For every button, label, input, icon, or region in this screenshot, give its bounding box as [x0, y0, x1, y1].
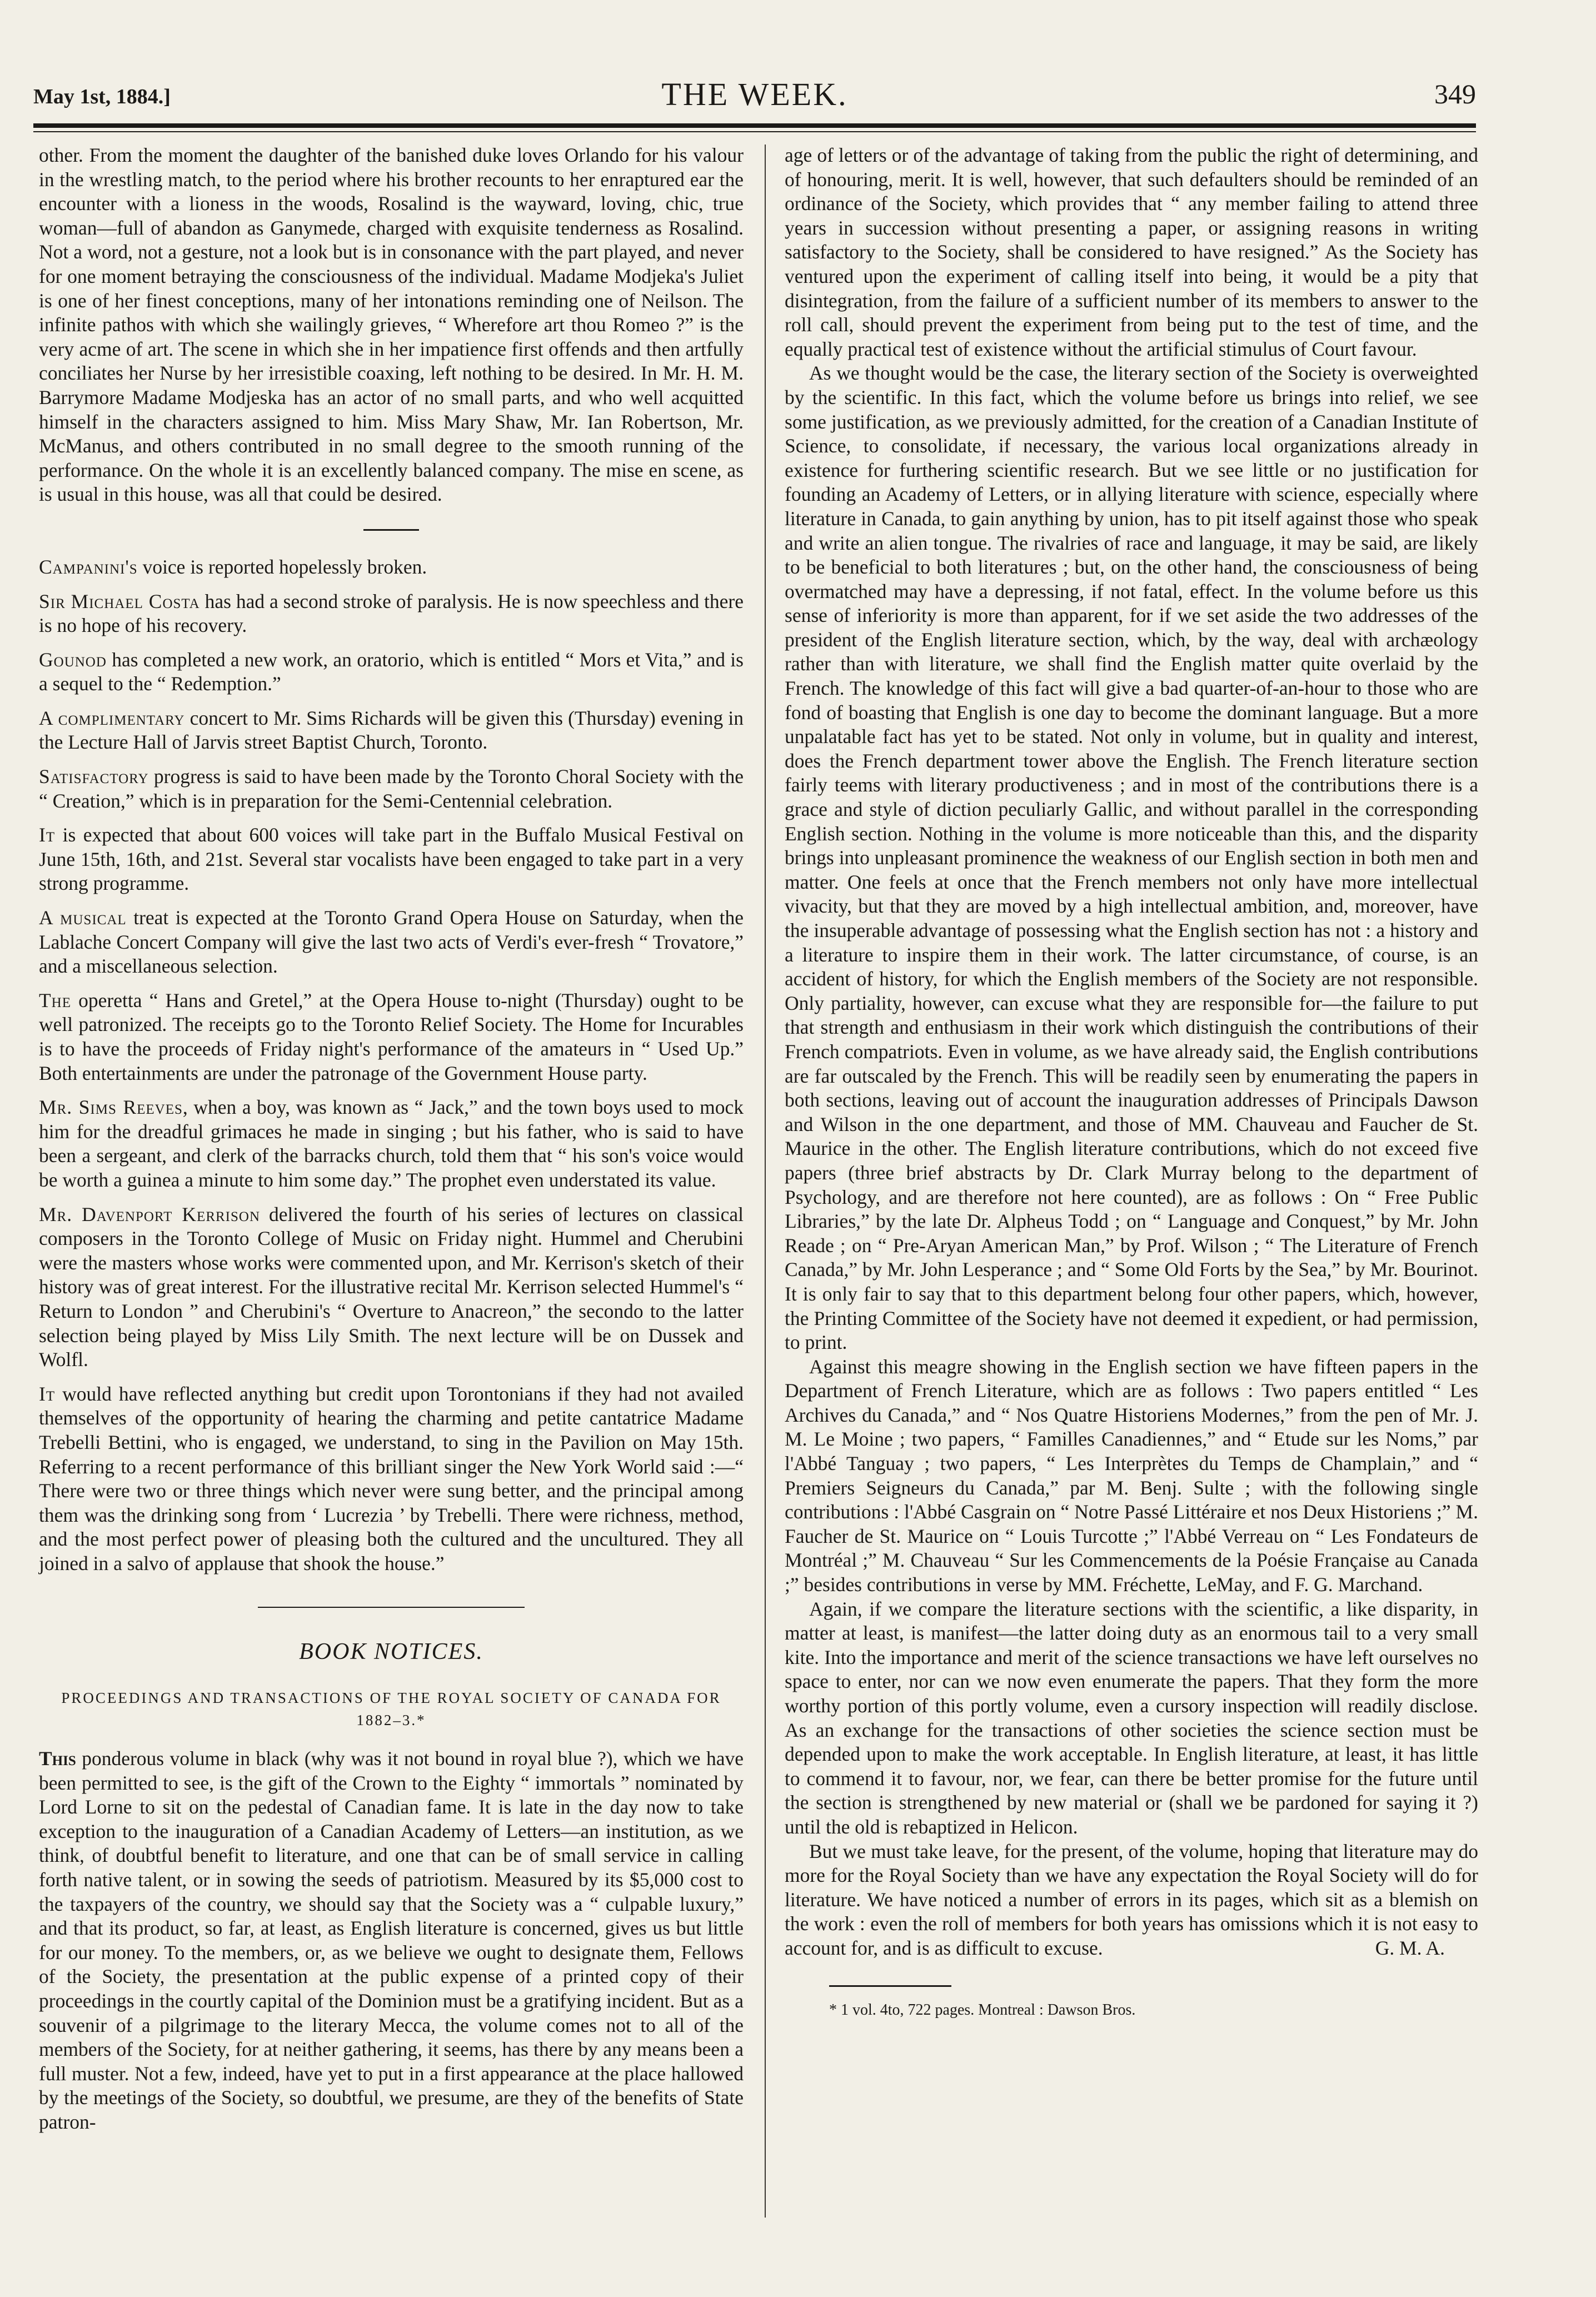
news-item-lead: A complimentary: [39, 706, 185, 729]
footnote: * 1 vol. 4to, 722 pages. Montreal : Dawson Bros.: [829, 2001, 1136, 2019]
news-item-text: has had a second stroke of paralysis. He is now speechless and there is no hope of his recovery.: [39, 590, 744, 637]
news-item: [39, 1203, 744, 1372]
author-signature: G. M. A.: [1375, 1936, 1445, 1959]
book-title: PROCEEDINGS AND TRANSACTIONS OF THE ROYAL SOCIETY OF CANADA FOR 1882–3.*: [61, 1690, 721, 1729]
news-item: [39, 590, 744, 638]
book-review-paragraph: Against this meagre showing in the English section we have fifteen papers in the Department of French Literature, which are as follows : Two papers entitled “ Les Archives du Canada,” and “ Nos Quatre Historiens Modernes,” from the pen of Mr. J. M. Le Moine ; two papers, “ Familles Canadiennes,” and “ Etude sur les Noms,” par l'Abbé Tanguay ; two papers, “ Les Interprètes du Temps de Champlain,” and “ Premiers Seigneurs du Canada,” par M. Benj. Sulte ; with the following single contributions : l'Abbé Casgrain on “ Notre Passé Littéraire et nos Deux Historiens ;” M. Faucher de St. Maurice on “ Louis Turcotte ;” l'Abbé Verreau on “ Les Fondateurs de Montréal ;” M. Chauveau “ Sur les Commencements de la Poésie Française au Canada ;” besides contributions in verse by MM. Fréchette, LeMay, and F. G. Marchand.: [785, 1355, 1478, 1596]
news-item: [39, 706, 744, 755]
lead-word: This: [39, 1747, 76, 1770]
section-separator: [258, 1607, 525, 1608]
book-review-paragraph: As we thought would be the case, the literary section of the Society is overweighted by the scientific. In this fact, which the volume before us brings into relief, we see some justification, as we previously admitted, for the creation of a Canadian Institute of Science, to consolidate, if necessary, the various local organizations already in existence for furthering scientific research. But we see little or no justification for founding an Academy of Letters, or in allying literature with science, especially where literature in Canada, to gain anything by union, has to pit itself against those who speak and write an alien tongue. The rivalries of race and language, it may be said, are likely to be beneficial to both literatures ; but, on the other hand, the consciousness of being overmatched may have a depressing, if not fatal, effect. In the volume before us this sense of inferiority is more than apparent, for if we set aside the two addresses of the president of the English literature section, which, by the way, deal with archæology rather than with literature, we shall find the English matter quite overlaid by the French. The knowledge of this fact will give a bad quarter-of-an-hour to those who are fond of boasting that English is one day to become the dominant language. But a more unpalatable fact has yet to be stated. Not only in volume, but in quality and interest, does the French department tower above the English. The French literature section fairly teems with literary productiveness ; and in most of the contributions there is a grace and style of diction peculiarly Gallic, and without parallel in the corresponding English section. Nothing in the volume is more noticeable than this, and the disparity brings into unpleasant prominence the weakness of our English section in both men and matter. One feels at once that the French members not only have more intellectual vivacity, but that they are moved by a high intellectual ambition, and, moreover, have the insuperable advantage of possessing what the English section has not : a history and a literature to inspire them in their work. The latter circumstance, of course, is an accident of history, for which the English members of the Society are not responsible. Only partiality, however, can excuse what they are responsible for—the failure to put that strength and enthusiasm in their work which distinguish the contributions of their French compatriots. Even in volume, as we have already said, the English contributions are far outscaled by the French. This will be readily seen by enumerating the papers in both sections, leaving out of account the inauguration addresses of Principals Dawson and Wilson in the one department, and those of MM. Chauveau and Faucher de St. Maurice in the other. The English literature contributions, which do not exceed five papers (three brief abstracts by Dr. Clark Murray belong to the department of Psychology, and are therefore not here counted), are as follows : On “ Free Public Libraries,” by the late Dr. Alpheus Todd ; on “ Language and Conquest,” by Mr. John Reade ; on “ Pre-Aryan American Man,” by Prof. Wilson ; “ The Literature of French Canada,” by Mr. John Lesperance ; and “ Some Old Forts by the Sea,” by Mr. Bourinot. It is only fair to say that to this department belong four other papers, which, however, the Printing Committee of the Society have not deemed it expedient, or had permission, to print.: [785, 362, 1478, 1354]
news-item: [39, 648, 744, 696]
news-item-text: concert to Mr. Sims Richards will be given this (Thursday) evening in the Lecture Hall of Jarvis street Baptist Church, Toronto.: [39, 706, 744, 754]
masthead-title: THE WEEK.: [661, 76, 848, 112]
news-item-lead: Satisfactory: [39, 765, 149, 788]
section-separator: [363, 529, 419, 531]
news-item-text: , when a boy, was known as “ Jack,” and the town boys used to mock him for the dreadful grimaces he made in singing ; but his father, who is said to have been a sergeant, and clerk of the barracks church, told them that “ his son's voice would be worth a guinea a minute to him some day.” The prophet even understated its value.: [39, 1096, 744, 1191]
book-review-paragraph: Again, if we compare the literature sections with the scientific, a like disparity, in matter at least, is manifest—the latter doing duty as an enormous tail to a very small kite. Into the importance and merit of the science transactions we have left ourselves no space to enter, nor can we now even enumerate the papers. That they form the more worthy portion of this portly volume, even a cursory inspection will readily disclose. As an exchange for the transactions of other societies the science section must be depended upon to make the work acceptable. In English literature, at least, it has little to commend it to favour, nor, we fear, can there be better promise for the future until the section is strengthened by new material or (shall we be pardoned for saying it ?) until the old is rebaptized in Helicon.: [785, 1597, 1478, 1838]
issue-date: May 1st, 1884.]: [33, 85, 171, 108]
paragraph-text: ponderous volume in black (why was it not bound in royal blue ?), which we have been permitted to see, is the gift of the Crown to the Eighty “ immortals ” nominated by Lord Lorne to sit on the pedestal of Canadian fame. It is late in the day now to take exception to the inauguration of a Canadian Academy of Letters—an institution, as we think, of doubtful benefit to literature, and one that can be of small service in calling forth native talent, or in sowing the seeds of patriotism. Measured by its $5,000 cost to the taxpayers of the country, we should say that the Society was a “ culpable luxury,” and that its product, so far, at least, as English literature is concerned, gives us but little for our money. To the members, or, as we believe we ought to designate them, Fellows of the Society, the presentation at the public expense of a printed copy of their proceedings in the courtly capital of the Dominion must be a gratifying incident. But as a souvenir of a pilgrimage to the literary Mecca, the volume comes not to all of the members of the Society, for at neither gathering, it seems, has there by any means been a full muster. Not a few, indeed, have yet to put in a first appearance at the place hallowed by the meetings of the Society, so doubtful, we presume, are they of the benefits of State patron-: [39, 1747, 744, 2133]
book-review-paragraph: [785, 1840, 1478, 1961]
header-rule-thin: [33, 131, 1476, 132]
paragraph-text: But we must take leave, for the present, of the volume, hoping that literature may do more for the Royal Society than we have any expectation the Royal Society will do for literature. We have noticed a number of errors in its pages, which sit as a blemish on the work : even the roll of members for both years has omissions which it is not easy to account for, and is as difficult to excuse.: [785, 1840, 1478, 1959]
news-item-text: has completed a new work, an oratorio, which is entitled “ Mors et Vita,” and is a sequel to the “ Redemption.”: [39, 648, 744, 695]
news-item: [39, 906, 744, 979]
running-header: [33, 74, 1476, 117]
news-item-lead: Mr. Davenport Kerrison: [39, 1203, 261, 1225]
news-item: [39, 1382, 744, 1576]
right-column: [785, 143, 1478, 2020]
news-item: [39, 765, 744, 813]
news-item-lead: Mr. Sims Reeves: [39, 1096, 183, 1119]
news-item-lead: It: [39, 1382, 56, 1405]
news-item: [39, 989, 744, 1085]
news-item: [39, 1095, 744, 1192]
left-column: [39, 143, 744, 2135]
news-item-lead: Campanini's: [39, 555, 138, 578]
book-review-paragraph: [39, 1747, 744, 2135]
music-notes-list: [39, 555, 744, 1576]
news-item: [39, 555, 744, 580]
footnote-rule: [829, 1985, 951, 1987]
theatre-review-text: other. From the moment the daughter of the banished duke loves Orlando for his valour in the wrestling match, to the period where his brother recounts to her enraptured ear the encounter with a lioness in the woods, Rosalind is the wayward, loving, chic, true woman—full of abandon as Ganymede, charged with exquisite tenderness as Rosalind. Not a word, not a gesture, not a look but is in consonance with the part played, and never for one moment betraying the consciousness of the individual. Madame Modjeka's Juliet is one of her finest conceptions, many of her intonations reminding one of Neilson. The infinite pathos with which she wailingly grieves, “ Wherefore art thou Romeo ?” is the very acme of art. The scene in which she in her impatience first offends and then artfully conciliates her Nurse by her irresistible coaxing, left nothing to be desired. In Mr. H. M. Barrymore Madame Modjeska has an actor of no small parts, and who well acquitted himself in the characters assigned to him. Miss Mary Shaw, Mr. Ian Robertson, Mr. McManus, and others contributed in no small degree to the smooth running of the performance. On the whole it is an excellently balanced company. The mise en scene, as is usual in this house, was all that could be desired.: [39, 144, 744, 506]
news-item-lead: Sir Michael Costa: [39, 590, 200, 612]
section-heading: BOOK NOTICES.: [299, 1639, 483, 1665]
news-item-lead: A musical: [39, 906, 127, 929]
news-item-text: voice is reported hopelessly broken.: [137, 555, 427, 578]
news-item-lead: Gounod: [39, 648, 107, 671]
column-divider: [765, 145, 766, 2218]
news-item-text: would have reflected anything but credit upon Torontonians if they had not availed themselves of the opportunity of hearing the charming and petite cantatrice Madame Trebelli Bettini, who is engaged, we understand, to sing in the Pavilion on May 15th. Referring to a recent performance of this brilliant singer the New York World said :—“ There were two or three things which never were sung better, and the principal among them was the drinking song from ‘ Lucrezia ’ by Trebelli. There were richness, method, and the most perfect power of pleasing both the cultured and the uncultured. They all joined in a salvo of applause that shook the house.”: [39, 1382, 744, 1574]
header-rule: [33, 123, 1476, 128]
book-review-paragraph: age of letters or of the advantage of taking from the public the right of determining, and of honouring, merit. It is well, however, that such defaulters should be reminded of an ordinance of the Society, which provides that “ any member failing to attend three years in succession without presenting a paper, or assigning reasons in writing satisfactory to the Society, shall be considered to have resigned.” As the Society has ventured upon the experiment of calling itself into being, it would be a pity that disintegration, from the failure of a sufficient number of its members to answer to the roll call, should prevent the experiment from being put to the test of time, and the equally practical test of existence without the artificial stimulus of Court favour.: [785, 144, 1478, 360]
news-item-lead: It: [39, 824, 56, 846]
news-item-text: progress is said to have been made by the Toronto Choral Society with the “ Creation,” which is in preparation for the Semi-Centennial celebration.: [39, 765, 744, 812]
news-item-lead: The: [39, 989, 72, 1012]
news-item: [39, 823, 744, 896]
news-item-text: delivered the fourth of his series of lectures on classical composers in the Toronto College of Music on Friday night. Hummel and Cherubini were the masters whose works were commented upon, and Mr. Kerrison's sketch of their history was of great interest. For the illustrative recital Mr. Kerrison selected Hummel's “ Return to London ” and Cherubini's “ Overture to Anacreon,” the secondo to the latter selection being played by Miss Lily Smith. The next lecture will be on Dussek and Wolfl.: [39, 1203, 744, 1371]
news-item-text: treat is expected at the Toronto Grand Opera House on Saturday, when the Lablache Concert Company will give the last two acts of Verdi's ever-fresh “ Trovatore,” and a miscellaneous selection.: [39, 906, 744, 978]
news-item-text: operetta “ Hans and Gretel,” at the Opera House to-night (Thursday) ought to be well patronized. The receipts go to the Toronto Relief Society. The Home for Incurables is to have the proceeds of Friday night's performance of the amateurs in “ Used Up.” Both entertainments are under the patronage of the Government House party.: [39, 989, 744, 1084]
page-number: 349: [1434, 78, 1476, 109]
news-item-text: is expected that about 600 voices will take part in the Buffalo Musical Festival on June 15th, 16th, and 21st. Several star vocalists have been engaged to take part in a very strong programme.: [39, 824, 744, 895]
